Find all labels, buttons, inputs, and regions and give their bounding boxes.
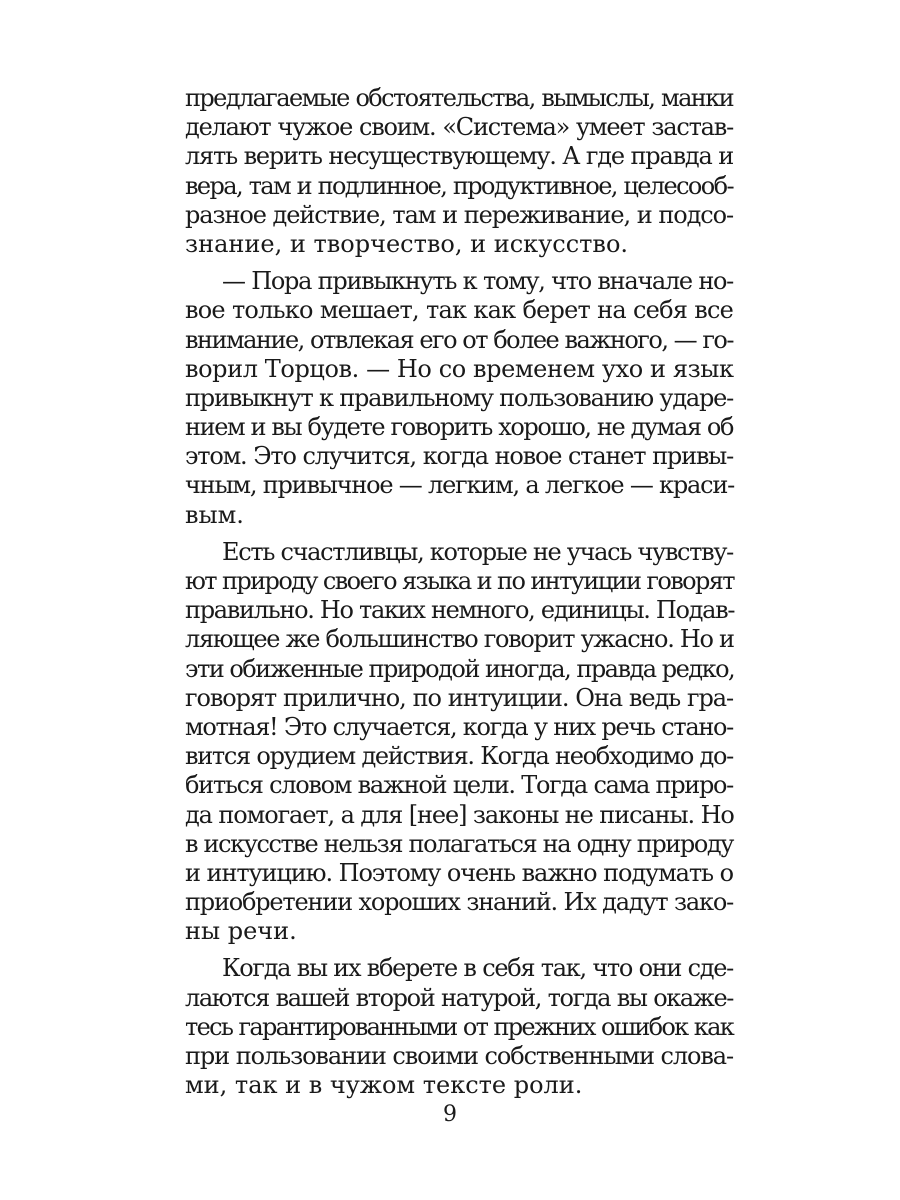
text-line: предлагаемые обстоятельства, вымыслы, манки	[185, 84, 733, 112]
text-line: этом. Это случится, когда новое станет привы-	[185, 442, 733, 471]
text-line: ют природу своего языка и по интуиции говорят	[185, 567, 734, 595]
text-line: внимание, отвлекая его от более важного, — го-	[185, 325, 733, 354]
text-line: тесь гарантированными от прежних ошибок как	[185, 1012, 733, 1041]
text-line: и интуицию. Поэтому очень важно подумать о	[185, 858, 733, 887]
text-line: лять верить несуществующему. А где правда и	[185, 142, 733, 171]
text-line: говорят прилично, по интуиции. Она ведь гра-	[185, 683, 733, 712]
text-line: Когда вы их вберете в себя так, что они сде-	[222, 954, 733, 983]
text-line: мотная! Это случается, когда у них речь стано-	[185, 712, 733, 741]
body-text	[185, 84, 733, 1100]
text-line: биться словом важной цели. Тогда сама приро-	[185, 771, 733, 800]
text-line: ляющее же большинство говорит ужасно. Но и	[185, 625, 734, 654]
text-line: вится орудием действия. Когда необходимо до-	[185, 742, 733, 771]
text-line: знание, и творчество, и искусство.	[185, 229, 629, 258]
text-line: привыкнут к правильному пользованию ударе-	[185, 383, 734, 412]
text-line: вое только мешает, так как берет на себя все	[185, 296, 733, 325]
text-line: — Пора привыкнуть к тому, что вначале но-	[222, 267, 733, 296]
text-line: чным, привычное — легким, а легкое — краси-	[185, 471, 735, 500]
text-line: в искусстве нельзя полагаться на одну природу	[185, 829, 733, 858]
text-line: да помогает, а для [нее] законы не писаны. Но	[185, 800, 734, 829]
text-line: нием и вы будете говорить хорошо, не думая об	[185, 413, 733, 442]
text-line: вым.	[185, 500, 244, 529]
text-line: лаются вашей второй натурой, тогда вы окаже-	[185, 983, 733, 1012]
text-line: приобретении хороших знаний. Их дадут зако-	[185, 888, 733, 917]
text-line: правильно. Но таких немного, единицы. Подав-	[185, 596, 735, 625]
paragraph	[185, 538, 733, 947]
text-line: ворил Торцов. — Но со временем ухо и язык	[185, 354, 734, 383]
text-line: ми, так и в чужом тексте роли.	[185, 1071, 583, 1100]
text-line: Есть счастливцы, которые не учась чувству-	[222, 537, 733, 566]
text-line: ны речи.	[185, 917, 297, 946]
text-line: делают чужое своим. «Система» умеет застав-	[185, 113, 733, 142]
text-line: разное действие, там и переживание, и подсо-	[185, 200, 733, 229]
paragraph	[185, 84, 733, 259]
text-line: при пользовании своими собственными слова-	[185, 1042, 733, 1070]
text-line: эти обиженные природой иногда, правда редко,	[185, 654, 735, 683]
paragraph	[185, 954, 733, 1100]
paragraph	[185, 267, 733, 530]
text-line: вера, там и подлинное, продуктивное, целесооб-	[185, 171, 733, 200]
page-number: 9	[443, 1102, 457, 1127]
